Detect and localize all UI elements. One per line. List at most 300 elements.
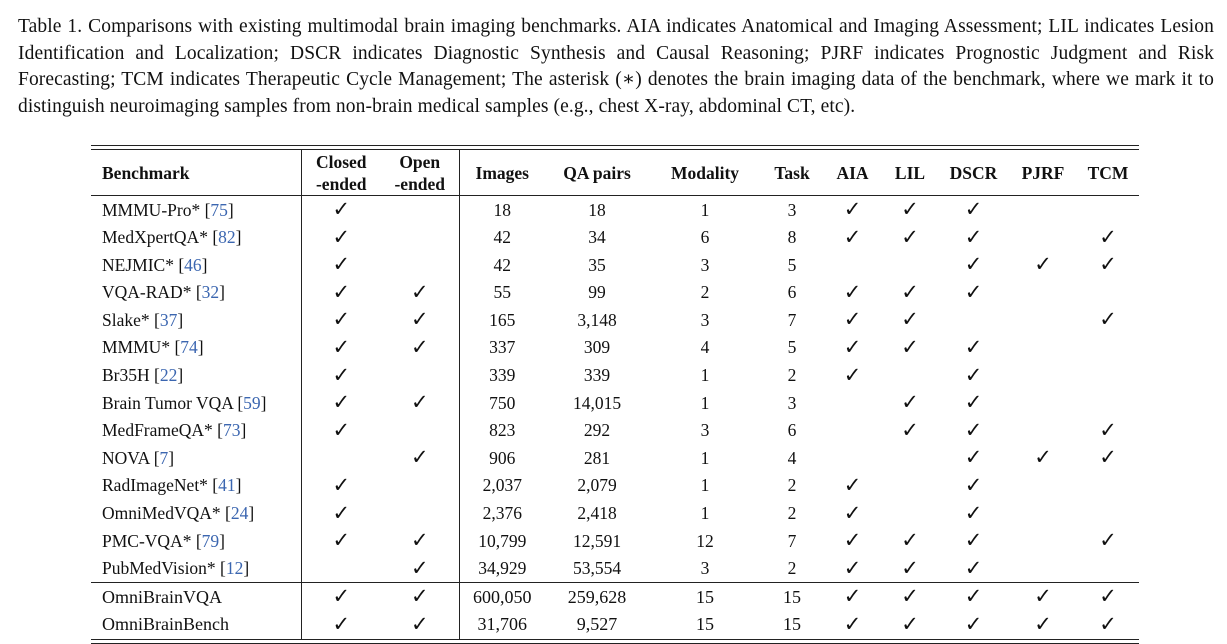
pjrf-cell [1009, 224, 1077, 252]
benchmark-label: OmniMedVQA* [ [102, 503, 231, 524]
pjrf-cell [1009, 472, 1077, 500]
aia-cell [823, 472, 882, 500]
citation-link: 73 [223, 420, 241, 441]
benchmark-label: OmniBrainVQA [102, 586, 222, 607]
aia-cell [823, 279, 882, 307]
task-cell: 2 [787, 503, 797, 524]
aia-cell [823, 555, 882, 583]
benchmark-name [91, 555, 301, 583]
citation-link: 82 [218, 227, 236, 248]
pjrf-cell [1009, 555, 1077, 583]
closed-ended-cell [301, 500, 381, 528]
header-open-ended: Open -ended [381, 150, 459, 196]
check-icon: ✓ [901, 555, 919, 580]
open-ended-cell [381, 279, 459, 307]
images-cell: 339 [489, 365, 516, 386]
images-cell: 750 [489, 392, 516, 413]
check-icon: ✓ [843, 362, 862, 387]
table-row [91, 527, 1139, 555]
images-cell: 2,037 [482, 475, 522, 496]
check-icon: ✓ [332, 197, 351, 221]
qa-cell: 281 [583, 447, 611, 468]
open-ended-cell [381, 500, 459, 528]
pjrf-cell [1009, 196, 1077, 224]
dscr-cell [938, 251, 1009, 279]
benchmark-label: Br35H [ [102, 365, 160, 386]
modality-cell: 2 [700, 282, 710, 303]
citation-bracket: ] [248, 503, 255, 524]
check-icon: ✓ [901, 417, 919, 442]
check-icon: ✓ [843, 611, 862, 636]
closed-ended-cell [301, 224, 381, 252]
benchmark-label: VQA-RAD* [ [102, 282, 202, 303]
check-icon: ✓ [901, 528, 919, 553]
closed-ended-cell [301, 279, 381, 307]
lil-cell [882, 196, 938, 224]
check-icon: ✓ [1099, 252, 1117, 277]
citation-link: 41 [218, 475, 236, 496]
benchmark-label: PubMedVision* [ [102, 558, 226, 579]
tcm-cell [1077, 472, 1139, 500]
closed-ended-cell [301, 583, 381, 611]
table-row [91, 196, 1139, 224]
images-cell: 55 [493, 282, 511, 303]
qa-cell: 99 [588, 282, 606, 303]
pjrf-cell [1009, 306, 1077, 334]
modality-cell: 12 [696, 530, 714, 551]
benchmark-label: Brain Tumor VQA [ [102, 392, 244, 413]
lil-cell [882, 224, 938, 252]
citation-bracket: ] [227, 199, 234, 220]
check-icon: ✓ [332, 528, 351, 553]
table-row [91, 555, 1139, 583]
check-icon: ✓ [1099, 445, 1117, 470]
lil-cell [882, 527, 938, 555]
check-icon: ✓ [901, 197, 919, 221]
header-closed-ended: Closed -ended [301, 150, 381, 196]
citation-bracket: ] [240, 420, 247, 441]
dscr-cell [938, 389, 1009, 417]
check-icon: ✓ [332, 500, 351, 525]
check-icon: ✓ [843, 224, 862, 249]
citation-link: 59 [243, 392, 261, 413]
open-ended-cell [381, 611, 459, 639]
closed-ended-cell [301, 611, 381, 639]
check-icon: ✓ [901, 224, 919, 249]
header-task: Task [761, 150, 823, 196]
check-icon: ✓ [843, 197, 862, 221]
tcm-cell [1077, 611, 1139, 639]
qa-cell: 34 [588, 227, 606, 248]
dscr-cell [938, 334, 1009, 362]
table-row [91, 417, 1139, 445]
qa-cell: 9,527 [576, 614, 618, 635]
benchmark-label: MMMU-Pro* [ [102, 199, 211, 220]
pjrf-cell [1009, 611, 1077, 639]
check-icon: ✓ [964, 279, 983, 304]
benchmark-name [91, 306, 301, 334]
tcm-cell [1077, 500, 1139, 528]
dscr-cell [938, 417, 1009, 445]
check-icon: ✓ [410, 584, 429, 609]
modality-cell: 3 [700, 309, 710, 330]
modality-cell: 1 [700, 503, 710, 524]
modality-cell: 1 [700, 199, 710, 220]
open-ended-cell [381, 251, 459, 279]
qa-cell: 3,148 [577, 309, 617, 330]
images-cell: 337 [489, 337, 516, 358]
aia-cell [823, 196, 882, 224]
check-icon: ✓ [1034, 445, 1052, 470]
check-icon: ✓ [964, 390, 983, 415]
qa-cell: 2,418 [577, 503, 617, 524]
closed-ended-cell [301, 389, 381, 417]
check-icon: ✓ [843, 334, 862, 359]
dscr-cell [938, 583, 1009, 611]
tcm-cell [1077, 251, 1139, 279]
citation-bracket: ] [235, 475, 242, 496]
citation-bracket: ] [201, 254, 208, 275]
ours-row [91, 583, 1139, 611]
benchmark-label: MedFrameQA* [ [102, 420, 224, 441]
pjrf-cell [1009, 334, 1077, 362]
benchmark-name [91, 362, 301, 390]
lil-cell [882, 417, 938, 445]
open-ended-cell [381, 334, 459, 362]
task-cell: 3 [787, 199, 797, 220]
check-icon: ✓ [410, 307, 429, 332]
dscr-cell [938, 224, 1009, 252]
check-icon: ✓ [332, 224, 351, 249]
modality-cell: 3 [700, 420, 710, 441]
citation-link: 74 [180, 337, 198, 358]
open-ended-cell [381, 389, 459, 417]
images-cell: 906 [489, 447, 516, 468]
tcm-cell [1077, 555, 1139, 583]
pjrf-cell [1009, 444, 1077, 472]
benchmark-name [91, 583, 301, 611]
qa-cell: 12,591 [572, 530, 622, 551]
task-cell: 2 [787, 558, 797, 579]
check-icon: ✓ [843, 555, 862, 580]
aia-cell [823, 334, 882, 362]
citation-bracket: ] [243, 558, 250, 579]
check-icon: ✓ [964, 472, 983, 497]
check-icon: ✓ [410, 528, 429, 553]
aia-cell [823, 583, 882, 611]
task-cell: 7 [787, 309, 797, 330]
pjrf-cell [1009, 500, 1077, 528]
images-cell: 31,706 [477, 614, 527, 635]
lil-cell [882, 334, 938, 362]
citation-bracket: ] [260, 392, 267, 413]
task-cell: 2 [787, 365, 797, 386]
check-icon: ✓ [843, 279, 862, 304]
table-row [91, 251, 1139, 279]
benchmark-label: MedXpertQA* [ [102, 227, 219, 248]
images-cell: 165 [489, 309, 516, 330]
lil-cell [882, 306, 938, 334]
aia-cell [823, 500, 882, 528]
table-row [91, 472, 1139, 500]
check-icon: ✓ [964, 611, 983, 636]
dscr-cell [938, 527, 1009, 555]
qa-cell: 309 [583, 337, 611, 358]
open-ended-cell [381, 527, 459, 555]
benchmark-name [91, 611, 301, 639]
task-cell: 2 [787, 475, 797, 496]
dscr-cell [938, 444, 1009, 472]
qa-cell: 18 [588, 199, 606, 220]
closed-ended-cell [301, 334, 381, 362]
table-row [91, 500, 1139, 528]
header-dscr: DSCR [938, 150, 1009, 196]
header-row [91, 150, 1139, 196]
open-ended-cell [381, 417, 459, 445]
closed-ended-cell [301, 472, 381, 500]
tcm-cell [1077, 279, 1139, 307]
benchmark-name [91, 472, 301, 500]
dscr-cell [938, 362, 1009, 390]
check-icon: ✓ [901, 307, 919, 332]
check-icon: ✓ [1034, 611, 1052, 636]
check-icon: ✓ [332, 252, 351, 277]
header-aia: AIA [823, 150, 882, 196]
check-icon: ✓ [332, 417, 351, 442]
closed-ended-cell [301, 251, 381, 279]
dscr-cell [938, 196, 1009, 224]
benchmark-label: MMMU* [ [102, 337, 181, 358]
citation-link: 7 [159, 447, 169, 468]
citation-bracket: ] [219, 530, 225, 551]
header-lil: LIL [882, 150, 938, 196]
dscr-cell [938, 279, 1009, 307]
benchmark-name [91, 251, 301, 279]
benchmark-name [91, 279, 301, 307]
check-icon: ✓ [843, 528, 862, 553]
images-cell: 18 [493, 199, 511, 220]
closed-ended-cell [301, 362, 381, 390]
lil-cell [882, 472, 938, 500]
check-icon: ✓ [410, 611, 429, 636]
task-cell: 8 [787, 227, 797, 248]
check-icon: ✓ [1099, 528, 1117, 553]
check-icon: ✓ [901, 279, 919, 304]
aia-cell [823, 611, 882, 639]
check-icon: ✓ [901, 584, 919, 609]
header-modality: Modality [649, 150, 761, 196]
check-icon: ✓ [1099, 611, 1117, 636]
qa-cell: 53,554 [572, 558, 622, 579]
open-ended-cell [381, 555, 459, 583]
benchmark-name [91, 224, 301, 252]
citation-bracket: ] [219, 282, 225, 303]
citation-link: 22 [159, 365, 178, 386]
aia-cell [823, 527, 882, 555]
check-icon: ✓ [901, 611, 919, 636]
citation-bracket: ] [197, 337, 204, 358]
open-ended-cell [381, 583, 459, 611]
tcm-cell [1077, 389, 1139, 417]
aia-cell [823, 224, 882, 252]
check-icon: ✓ [410, 445, 429, 470]
pjrf-cell [1009, 389, 1077, 417]
closed-ended-cell [301, 555, 381, 583]
check-icon: ✓ [901, 334, 919, 359]
check-icon: ✓ [332, 279, 351, 304]
benchmark-name [91, 527, 301, 555]
citation-link: 37 [159, 309, 178, 330]
lil-cell [882, 583, 938, 611]
header-pjrf: PJRF [1009, 150, 1077, 196]
benchmark-label: RadImageNet* [ [102, 475, 219, 496]
task-cell: 5 [787, 254, 797, 275]
check-icon: ✓ [964, 334, 983, 359]
aia-cell [823, 444, 882, 472]
aia-cell [823, 362, 882, 390]
tcm-cell [1077, 334, 1139, 362]
check-icon: ✓ [1099, 224, 1117, 249]
lil-cell [882, 389, 938, 417]
table-row [91, 389, 1139, 417]
aia-cell [823, 417, 882, 445]
dscr-cell [938, 500, 1009, 528]
citation-link: 12 [225, 558, 244, 579]
open-ended-cell [381, 224, 459, 252]
modality-cell: 3 [700, 254, 710, 275]
check-icon: ✓ [964, 528, 983, 553]
closed-ended-cell [301, 196, 381, 224]
qa-cell: 339 [583, 365, 611, 386]
check-icon: ✓ [410, 279, 429, 304]
lil-cell [882, 611, 938, 639]
task-cell: 6 [787, 420, 797, 441]
check-icon: ✓ [1099, 417, 1117, 442]
check-icon: ✓ [964, 584, 983, 609]
check-icon: ✓ [843, 500, 862, 525]
task-cell: 7 [787, 530, 797, 551]
check-icon: ✓ [332, 584, 351, 609]
citation-link: 32 [201, 282, 220, 303]
check-icon: ✓ [964, 197, 983, 221]
tcm-cell [1077, 362, 1139, 390]
qa-cell: 2,079 [577, 475, 617, 496]
check-icon: ✓ [410, 555, 429, 580]
check-icon: ✓ [1099, 307, 1117, 332]
benchmark-label: PMC-VQA* [ [102, 530, 202, 551]
benchmark-label: NOVA [ [102, 447, 160, 468]
task-cell: 4 [787, 447, 797, 468]
images-cell: 42 [493, 227, 511, 248]
open-ended-cell [381, 472, 459, 500]
citation-bracket: ] [177, 309, 184, 330]
images-cell: 600,050 [459, 583, 545, 611]
citation-bracket: ] [177, 365, 184, 386]
aia-cell [823, 306, 882, 334]
table-row [91, 334, 1139, 362]
dscr-cell [938, 472, 1009, 500]
lil-cell [882, 279, 938, 307]
lil-cell [882, 500, 938, 528]
table-row [91, 444, 1139, 472]
table-row [91, 306, 1139, 334]
task-cell: 15 [761, 583, 823, 611]
benchmark-label: Slake* [ [102, 309, 160, 330]
modality-cell: 1 [700, 365, 710, 386]
check-icon: ✓ [964, 445, 983, 470]
pjrf-cell [1009, 251, 1077, 279]
ours-row [91, 611, 1139, 639]
header-benchmark: Benchmark [91, 150, 301, 196]
check-icon: ✓ [964, 555, 983, 580]
images-cell: 823 [489, 420, 516, 441]
closed-ended-cell [301, 527, 381, 555]
check-icon: ✓ [332, 362, 351, 387]
lil-cell [882, 362, 938, 390]
citation-link: 75 [210, 199, 228, 220]
aia-cell [823, 389, 882, 417]
table-row [91, 362, 1139, 390]
benchmark-name [91, 196, 301, 224]
check-icon: ✓ [332, 390, 351, 415]
tcm-cell [1077, 196, 1139, 224]
comparison-table [91, 145, 1139, 644]
qa-cell: 35 [588, 254, 606, 275]
task-cell: 5 [787, 337, 797, 358]
images-cell: 34,929 [478, 558, 527, 579]
check-icon: ✓ [964, 252, 983, 277]
open-ended-cell [381, 444, 459, 472]
benchmark-name [91, 500, 301, 528]
images-cell: 42 [493, 254, 511, 275]
check-icon: ✓ [964, 500, 983, 525]
pjrf-cell [1009, 583, 1077, 611]
task-cell: 6 [787, 282, 797, 303]
pjrf-cell [1009, 362, 1077, 390]
dscr-cell [938, 306, 1009, 334]
qa-cell: 259,628 [545, 583, 649, 611]
dscr-cell [938, 555, 1009, 583]
citation-link: 46 [184, 254, 202, 275]
lil-cell [882, 444, 938, 472]
pjrf-cell [1009, 279, 1077, 307]
modality-cell: 4 [700, 337, 710, 358]
check-icon: ✓ [901, 390, 919, 415]
tcm-cell [1077, 444, 1139, 472]
qa-cell: 292 [583, 420, 611, 441]
check-icon: ✓ [1099, 584, 1117, 609]
check-icon: ✓ [843, 584, 862, 609]
check-icon: ✓ [964, 362, 983, 387]
tcm-cell [1077, 417, 1139, 445]
benchmark-label: NEJMIC* [ [102, 254, 185, 275]
citation-link: 79 [201, 530, 220, 551]
header-qa-pairs: QA pairs [545, 150, 649, 196]
check-icon: ✓ [843, 307, 862, 332]
check-icon: ✓ [843, 472, 862, 497]
citation-bracket: ] [235, 227, 242, 248]
task-cell: 15 [783, 614, 801, 635]
check-icon: ✓ [964, 417, 983, 442]
closed-ended-cell [301, 417, 381, 445]
open-ended-cell [381, 306, 459, 334]
check-icon: ✓ [332, 472, 351, 497]
tcm-cell [1077, 306, 1139, 334]
check-icon: ✓ [410, 390, 429, 415]
images-cell: 10,799 [478, 530, 527, 551]
tcm-cell [1077, 224, 1139, 252]
citation-bracket: ] [168, 447, 175, 468]
